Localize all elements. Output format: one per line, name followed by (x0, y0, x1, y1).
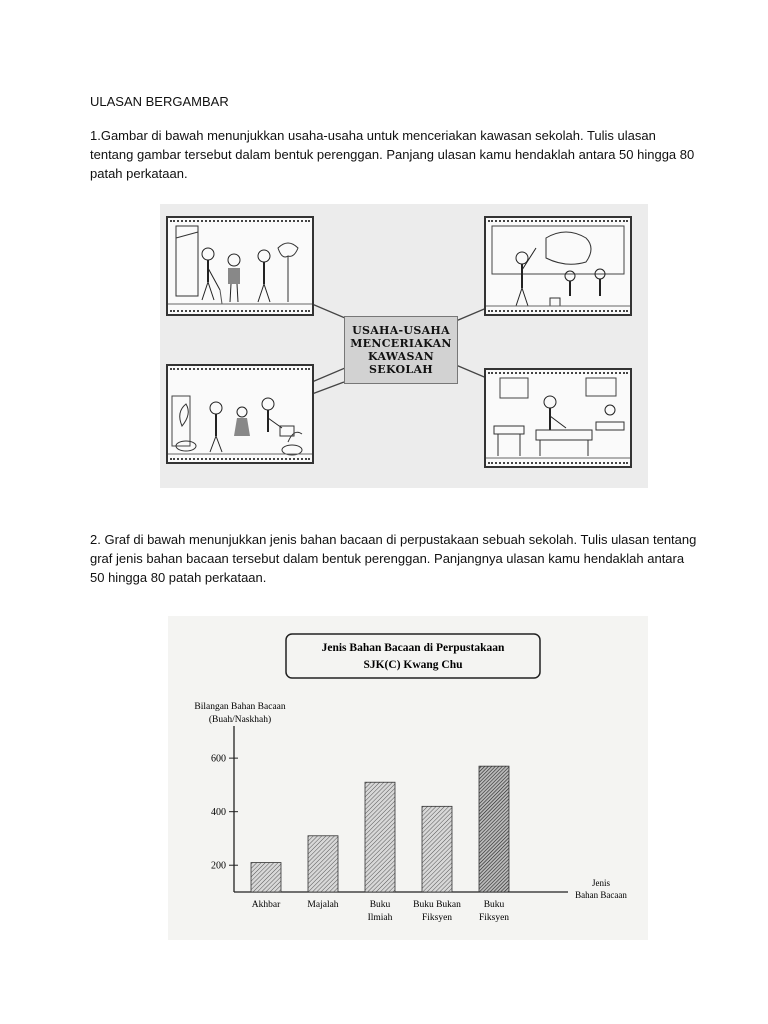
question-1-line: tentang gambar tersebut dalam bentuk perenggan. Panjang ulasan kamu hendaklah antara 50 hingga 80 (90, 147, 695, 162)
sweeping-scene-image (166, 216, 314, 316)
y-tick-label: 600 (211, 753, 226, 765)
question-1-line: 1.Gambar di bawah menunjukkan usaha-usaha untuk menceriakan kawasan sekolah. Tulis ulasan (90, 128, 656, 143)
x-tick-label: Majalah (307, 900, 339, 910)
bar (308, 836, 338, 892)
school-beautification-illustration (160, 204, 648, 488)
bar (479, 766, 509, 892)
x-tick-label: Buku Bukan (413, 900, 461, 910)
bar (251, 863, 281, 892)
question-2-line: 50 hingga 80 patah perkataan. (90, 570, 267, 585)
x-tick-label: Buku (483, 900, 505, 910)
y-tick-label: 200 (211, 860, 226, 872)
chart-title-box (286, 634, 540, 678)
question-1 (90, 126, 695, 183)
bar (365, 782, 395, 892)
center-title-box (344, 316, 458, 384)
x-tick-label: Akhbar (251, 900, 281, 910)
x-tick-label: Fiksyen (478, 913, 510, 923)
y-tick-label: 400 (211, 807, 226, 819)
question-2-line: 2. Graf di bawah menunjukkan jenis bahan bacaan di perpustakaan sebuah sekolah. Tulis ulasan tentang (90, 532, 697, 547)
y-axis-label: Bilangan Bahan Bacaan (194, 702, 286, 712)
chart-title: Jenis Bahan Bacaan di Perpustakaan (321, 642, 505, 654)
question-1-line: patah perkataan. (90, 166, 188, 181)
bar (422, 806, 452, 892)
y-axis-label: (Buah/Naskhah) (208, 715, 272, 725)
classroom-cleaning-scene-image (484, 368, 632, 468)
page-heading: ULASAN BERGAMBAR (90, 94, 229, 109)
x-tick-label: Ilmiah (367, 913, 393, 923)
x-tick-label: Buku (369, 900, 391, 910)
x-axis-label: Bahan Bacaan (575, 890, 627, 900)
bar-chart (168, 616, 648, 940)
reading-materials-chart (168, 616, 648, 940)
x-tick-label: Fiksyen (421, 913, 453, 923)
painting-mural-scene-image (484, 216, 632, 316)
chart-subtitle: SJK(C) Kwang Chu (363, 659, 463, 671)
question-2 (90, 530, 697, 587)
watering-plants-scene-image (166, 364, 314, 464)
question-2-line: graf jenis bahan bacaan tersebut dalam bentuk perenggan. Panjangnya ulasan kamu hendaklah antara (90, 551, 685, 566)
x-axis-label: Jenis (592, 878, 610, 888)
center-title-text: USAHA-USAHA MENCERIAKAN KAWASAN SEKOLAH (350, 324, 452, 376)
